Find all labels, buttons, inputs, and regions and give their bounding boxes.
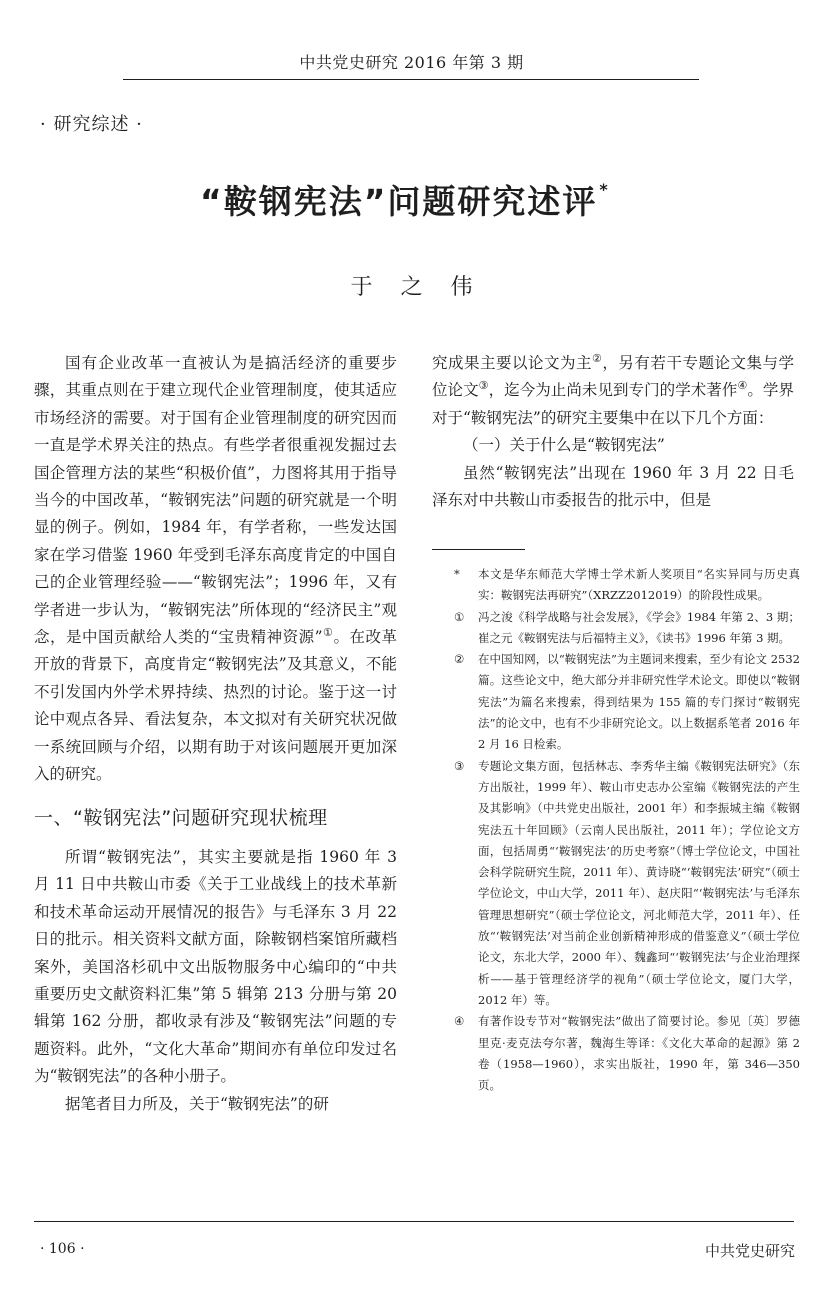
intro-text-tail: 。在改革开放的背景下，高度肯定“鞍钢宪法”及其意义，不能不引发国内外学术界持续、热烈的讨论。鉴于这一讨论中观点各异、看法复杂，本文拟对有关研究状况做一系统回顾与介绍，以期有助于对该问题展开更加深入的研究。	[34, 628, 397, 784]
footnote-mark: ①	[454, 609, 465, 624]
footnotes	[432, 564, 800, 1096]
footer-rule	[34, 1221, 794, 1222]
footnote-mark: ③	[454, 758, 465, 773]
continued-text-a: 究成果主要以论文为主	[432, 354, 593, 372]
continued-paragraph	[432, 350, 794, 432]
footnote-ref-4[interactable]: ④	[737, 379, 748, 393]
left-column	[34, 350, 397, 1118]
footnote-item	[432, 649, 800, 755]
header-rule	[123, 79, 699, 80]
body-paragraph-2: 所谓“鞍钢宪法”，其实主要就是指 1960 年 3 月 11 日中共鞍山市委《关于工业战线上的技术革新和技术革命运动开展情况的报告》与毛泽东 3 月 22 日的批示。相关资料文献方面，除鞍钢档案馆所藏档案外，美国洛杉矶中文出版物服务中心编印的“中共重要历史文献资料汇集”第 5 辑第 213 分册与第 20 辑第 162 分册，都收录有涉及“鞍钢宪法”问题的专题资料。此外，“文化大革命”期间亦有单位印发过名为“鞍钢宪法”的各种小册子。	[34, 847, 397, 1086]
continued-text-c: ，迄今为止尚未见到专门的学术著作	[488, 381, 738, 400]
footnote-item	[432, 564, 800, 607]
continued-text-b: ，另有若干专题论文集与学位论文	[432, 354, 794, 400]
footnote-text: 在中国知网，以“鞍钢宪法”为主题词来搜索，至少有论文 2532 篇。这些论文中，绝大部分并非研究性学术论文。即使以“鞍钢宪法”为篇名来搜索，得到结果为 155 篇的专门探讨“鞍钢宪法”的论文中，也有不少非研究论文。以上数据系笔者 2016 年 2 月 16 日检索。	[478, 652, 800, 752]
page-number: · 106 ·	[40, 1241, 85, 1257]
footnote-rule	[432, 549, 525, 550]
footnote-text: 专题论文集方面，包括林志、李秀华主编《鞍钢宪法研究》（东方出版社，1999 年）、鞍山市史志办公室编《鞍钢宪法的产生及其影响》（中共党史出版社，2001 年）和李振城主编《鞍钢宪法五十年回顾》（云南人民出版社，2011 年）；学位论文方面，包括周勇“‘鞍钢宪法’的历史考察”（博士学位论文，中国社会科学院研究生院，2011 年）、黄诗晓“‘鞍钢宪法’研究”（硕士学位论文，中山大学，2011 年）、赵庆阳“‘鞍钢宪法’与毛泽东管理思想研究”（硕士学位论文，河北师范大学，2011 年）、任放“‘鞍钢宪法’对当前企业创新精神形成的借鉴意义”（硕士学位论文，东北大学，2000 年）、魏鑫珂“‘鞍钢宪法’与企业治理探析——基于管理经济学的视角”（硕士学位论文，厦门大学，2012 年）等。	[478, 758, 800, 1007]
author-name: 于之伟	[350, 275, 501, 300]
footnote-mark: ④	[454, 1014, 465, 1029]
running-header: 中共党史研究 2016 年第 3 期	[299, 53, 524, 72]
footnote-item	[432, 607, 800, 650]
article-title	[200, 176, 610, 223]
footnote-text: 冯之浚《科学战略与社会发展》，《学会》1984 年第 2、3 期；崔之元《鞍钢宪法与后福特主义》，《读书》1996 年第 3 期。	[478, 609, 800, 645]
footnote-text: 有著作设专节对“鞍钢宪法”做出了简要讨论。参见〔英〕罗德里克·麦克法夸尔著，魏海生等译：《文化大革命的起源》第 2 卷（1958—1960），求实出版社，1990 年，第 346—350 页。	[478, 1014, 800, 1093]
footnote-text: 本文是华东师范大学博士学术新人奖项目“名实异同与历史真实：鞍钢宪法再研究”（XRZZ2012019）的阶段性成果。	[478, 567, 800, 603]
right-column	[432, 350, 794, 514]
footer-journal-name: 中共党史研究	[704, 1242, 795, 1260]
section-heading: 一、“鞍钢宪法”问题研究现状梳理	[34, 806, 328, 829]
right-body-paragraph: 虽然“鞍钢宪法”出现在 1960 年 3 月 22 日毛泽东对中共鞍山市委报告的批示中，但是	[432, 463, 794, 510]
article-title-text: “鞍钢宪法”问题研究述评	[200, 182, 598, 221]
body-paragraph-3: 据笔者目力所及，关于“鞍钢宪法”的研	[65, 1094, 329, 1113]
title-footnote-mark[interactable]: *	[599, 180, 610, 199]
subsection-heading: （一）关于什么是“鞍钢宪法”	[463, 436, 665, 455]
footnote-item	[432, 1011, 800, 1096]
footnote-ref-2[interactable]: ②	[592, 351, 603, 365]
section-tag: · 研究综述 ·	[40, 114, 143, 135]
footnote-item	[432, 756, 800, 1012]
footnote-ref-1[interactable]: ①	[322, 625, 334, 639]
intro-text: 国有企业改革一直被认为是搞活经济的重要步骤，其重点则在于建立现代企业管理制度，使其适应市场经济的需要。对于国有企业管理制度的研究因而一直是学术界关注的热点。有些学者很重视发掘过去国企管理方法的某些“积极价值”，力图将其用于指导当今的中国改革，“鞍钢宪法”问题的研究就是一个明显的例子。例如，1984 年，有学者称，一些发达国家在学习借鉴 1960 年受到毛泽东高度肯定的中国自己的企业管理经验——“鞍钢宪法”；1996 年，又有学者进一步认为，“鞍钢宪法”所体现的“经济民主”观念，是中国贡献给人类的“宝贵精神资源”	[34, 354, 397, 647]
footnote-mark: ②	[454, 652, 465, 667]
footnote-mark: *	[454, 567, 460, 581]
footnote-ref-3[interactable]: ③	[478, 379, 489, 393]
intro-paragraph	[34, 350, 397, 789]
continued-text-d: 。学界对于“鞍钢宪法”的研究主要集中在以下几个方面：	[432, 381, 794, 427]
